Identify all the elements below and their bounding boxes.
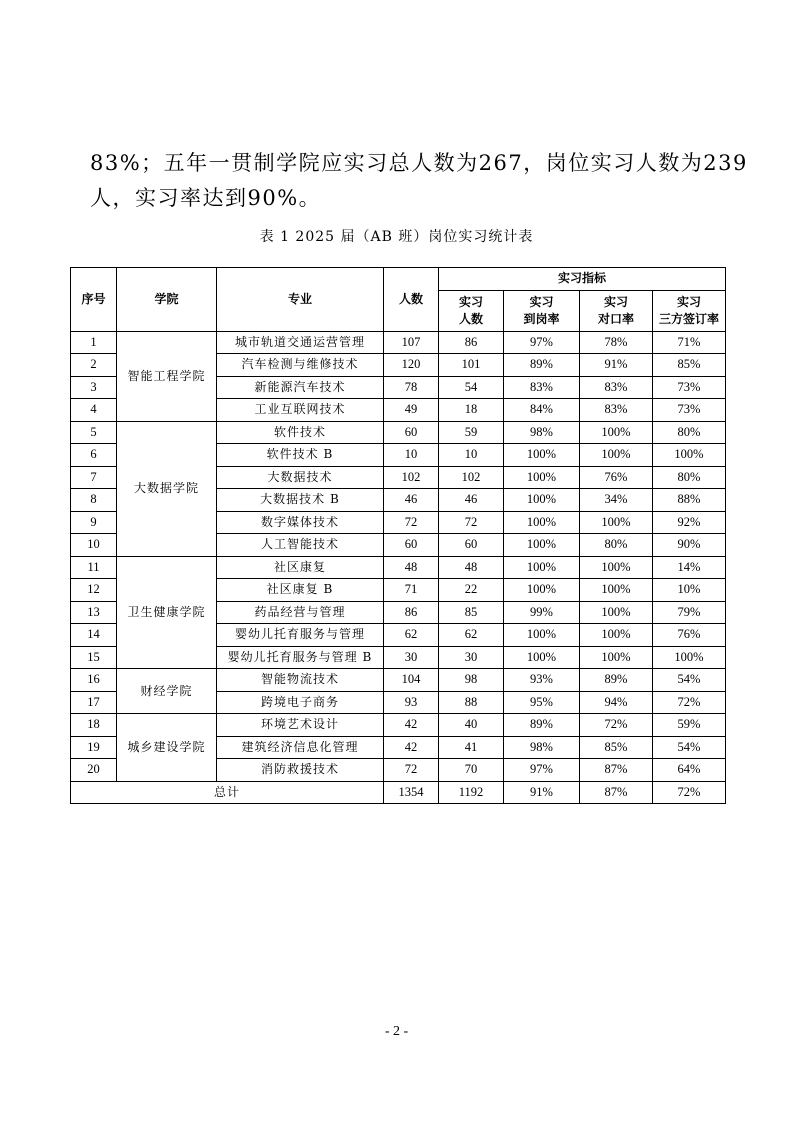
cell-major: 大数据技术 B — [217, 489, 384, 512]
cell-major: 社区康复 B — [217, 579, 384, 602]
cell-agreement-rate: 79% — [653, 601, 726, 624]
cell-major: 环境艺术设计 — [217, 714, 384, 737]
cell-arrival-rate: 99% — [504, 601, 580, 624]
cell-interns: 22 — [439, 579, 504, 602]
cell-match-rate: 100% — [580, 511, 653, 534]
cell-arrival-rate: 100% — [504, 579, 580, 602]
cell-major: 城市轨道交通运营管理 — [217, 331, 384, 354]
cell-agreement-rate: 100% — [653, 444, 726, 467]
cell-major: 数字媒体技术 — [217, 511, 384, 534]
cell-match-rate: 80% — [580, 534, 653, 557]
cell-count: 30 — [384, 646, 439, 669]
total-count: 1354 — [384, 781, 439, 804]
cell-match-rate: 85% — [580, 736, 653, 759]
cell-index: 9 — [71, 511, 117, 534]
cell-count: 102 — [384, 466, 439, 489]
total-arrival-rate: 91% — [504, 781, 580, 804]
cell-agreement-rate: 92% — [653, 511, 726, 534]
cell-interns: 101 — [439, 354, 504, 377]
table-body — [71, 331, 726, 804]
cell-arrival-rate: 89% — [504, 714, 580, 737]
cell-arrival-rate: 100% — [504, 511, 580, 534]
cell-agreement-rate: 54% — [653, 736, 726, 759]
cell-interns: 102 — [439, 466, 504, 489]
cell-major: 新能源汽车技术 — [217, 376, 384, 399]
paragraph-line-1: 83%；五年一贯制学院应实习总人数为267，岗位实习人数为239 — [90, 151, 748, 175]
cell-count: 120 — [384, 354, 439, 377]
cell-college: 财经学院 — [117, 669, 217, 714]
cell-count: 78 — [384, 376, 439, 399]
cell-major: 婴幼儿托育服务与管理 B — [217, 646, 384, 669]
total-label: 总计 — [71, 781, 384, 804]
total-match-rate: 87% — [580, 781, 653, 804]
cell-match-rate: 78% — [580, 331, 653, 354]
cell-index: 5 — [71, 421, 117, 444]
cell-count: 107 — [384, 331, 439, 354]
total-interns: 1192 — [439, 781, 504, 804]
cell-agreement-rate: 100% — [653, 646, 726, 669]
table-caption: 表 1 2025 届（AB 班）岗位实习统计表 — [259, 229, 534, 245]
header-match-rate: 实习 对口率 — [580, 290, 653, 331]
cell-match-rate: 100% — [580, 421, 653, 444]
cell-interns: 48 — [439, 556, 504, 579]
cell-match-rate: 100% — [580, 556, 653, 579]
cell-arrival-rate: 98% — [504, 421, 580, 444]
cell-major: 婴幼儿托育服务与管理 — [217, 624, 384, 647]
cell-college: 城乡建设学院 — [117, 714, 217, 782]
cell-agreement-rate: 71% — [653, 331, 726, 354]
cell-count: 48 — [384, 556, 439, 579]
cell-count: 104 — [384, 669, 439, 692]
cell-count: 49 — [384, 399, 439, 422]
header-arrival-rate: 实习 到岗率 — [504, 290, 580, 331]
header-index: 序号 — [71, 268, 117, 332]
cell-arrival-rate: 100% — [504, 466, 580, 489]
cell-interns: 88 — [439, 691, 504, 714]
cell-interns: 40 — [439, 714, 504, 737]
cell-index: 6 — [71, 444, 117, 467]
cell-count: 93 — [384, 691, 439, 714]
cell-interns: 70 — [439, 759, 504, 782]
cell-match-rate: 100% — [580, 444, 653, 467]
total-agreement-rate: 72% — [653, 781, 726, 804]
cell-arrival-rate: 89% — [504, 354, 580, 377]
cell-match-rate: 76% — [580, 466, 653, 489]
table-row — [71, 556, 726, 579]
cell-match-rate: 94% — [580, 691, 653, 714]
cell-index: 16 — [71, 669, 117, 692]
cell-count: 72 — [384, 759, 439, 782]
cell-index: 7 — [71, 466, 117, 489]
cell-agreement-rate: 90% — [653, 534, 726, 557]
cell-index: 13 — [71, 601, 117, 624]
cell-agreement-rate: 64% — [653, 759, 726, 782]
cell-agreement-rate: 73% — [653, 399, 726, 422]
cell-college: 卫生健康学院 — [117, 556, 217, 669]
cell-arrival-rate: 97% — [504, 759, 580, 782]
cell-arrival-rate: 100% — [504, 624, 580, 647]
cell-count: 71 — [384, 579, 439, 602]
cell-interns: 10 — [439, 444, 504, 467]
cell-count: 62 — [384, 624, 439, 647]
cell-major: 消防救援技术 — [217, 759, 384, 782]
cell-count: 10 — [384, 444, 439, 467]
cell-index: 3 — [71, 376, 117, 399]
internship-stats-table — [70, 267, 726, 804]
cell-index: 15 — [71, 646, 117, 669]
cell-major: 跨境电子商务 — [217, 691, 384, 714]
cell-major: 建筑经济信息化管理 — [217, 736, 384, 759]
cell-major: 软件技术 B — [217, 444, 384, 467]
cell-index: 12 — [71, 579, 117, 602]
table-row — [71, 669, 726, 692]
cell-match-rate: 34% — [580, 489, 653, 512]
cell-index: 1 — [71, 331, 117, 354]
cell-agreement-rate: 88% — [653, 489, 726, 512]
cell-interns: 85 — [439, 601, 504, 624]
cell-index: 17 — [71, 691, 117, 714]
cell-major: 软件技术 — [217, 421, 384, 444]
cell-match-rate: 100% — [580, 601, 653, 624]
cell-interns: 72 — [439, 511, 504, 534]
cell-match-rate: 91% — [580, 354, 653, 377]
cell-index: 20 — [71, 759, 117, 782]
cell-major: 社区康复 — [217, 556, 384, 579]
cell-match-rate: 100% — [580, 646, 653, 669]
cell-agreement-rate: 72% — [653, 691, 726, 714]
page-number: - 2 - — [384, 1024, 409, 1039]
header-major: 专业 — [217, 268, 384, 332]
cell-arrival-rate: 84% — [504, 399, 580, 422]
cell-index: 10 — [71, 534, 117, 557]
cell-interns: 46 — [439, 489, 504, 512]
cell-agreement-rate: 76% — [653, 624, 726, 647]
cell-arrival-rate: 97% — [504, 331, 580, 354]
table-row — [71, 331, 726, 354]
cell-match-rate: 100% — [580, 579, 653, 602]
cell-count: 60 — [384, 421, 439, 444]
cell-agreement-rate: 73% — [653, 376, 726, 399]
body-paragraph — [90, 146, 748, 216]
cell-count: 42 — [384, 714, 439, 737]
header-agreement-rate: 实习 三方签订率 — [653, 290, 726, 331]
cell-agreement-rate: 80% — [653, 466, 726, 489]
cell-count: 86 — [384, 601, 439, 624]
header-indicator-group: 实习指标 — [439, 268, 726, 291]
cell-index: 2 — [71, 354, 117, 377]
cell-arrival-rate: 83% — [504, 376, 580, 399]
cell-major: 人工智能技术 — [217, 534, 384, 557]
cell-interns: 18 — [439, 399, 504, 422]
cell-index: 11 — [71, 556, 117, 579]
cell-match-rate: 100% — [580, 624, 653, 647]
cell-arrival-rate: 100% — [504, 646, 580, 669]
cell-interns: 86 — [439, 331, 504, 354]
cell-match-rate: 87% — [580, 759, 653, 782]
cell-match-rate: 72% — [580, 714, 653, 737]
cell-count: 72 — [384, 511, 439, 534]
cell-interns: 62 — [439, 624, 504, 647]
cell-interns: 41 — [439, 736, 504, 759]
cell-arrival-rate: 100% — [504, 534, 580, 557]
cell-interns: 98 — [439, 669, 504, 692]
cell-count: 42 — [384, 736, 439, 759]
header-count: 人数 — [384, 268, 439, 332]
cell-index: 4 — [71, 399, 117, 422]
header-intern-count: 实习 人数 — [439, 290, 504, 331]
table-row — [71, 714, 726, 737]
cell-arrival-rate: 93% — [504, 669, 580, 692]
cell-count: 46 — [384, 489, 439, 512]
cell-arrival-rate: 100% — [504, 489, 580, 512]
cell-count: 60 — [384, 534, 439, 557]
table-row — [71, 421, 726, 444]
cell-index: 18 — [71, 714, 117, 737]
cell-agreement-rate: 14% — [653, 556, 726, 579]
cell-college: 大数据学院 — [117, 421, 217, 556]
cell-interns: 54 — [439, 376, 504, 399]
cell-interns: 30 — [439, 646, 504, 669]
cell-agreement-rate: 85% — [653, 354, 726, 377]
cell-interns: 59 — [439, 421, 504, 444]
cell-major: 工业互联网技术 — [217, 399, 384, 422]
cell-agreement-rate: 10% — [653, 579, 726, 602]
cell-index: 8 — [71, 489, 117, 512]
total-row — [71, 781, 726, 804]
cell-agreement-rate: 59% — [653, 714, 726, 737]
cell-arrival-rate: 98% — [504, 736, 580, 759]
cell-agreement-rate: 80% — [653, 421, 726, 444]
header-college: 学院 — [117, 268, 217, 332]
cell-arrival-rate: 100% — [504, 444, 580, 467]
cell-match-rate: 83% — [580, 376, 653, 399]
cell-agreement-rate: 54% — [653, 669, 726, 692]
cell-index: 14 — [71, 624, 117, 647]
cell-major: 药品经营与管理 — [217, 601, 384, 624]
cell-index: 19 — [71, 736, 117, 759]
paragraph-line-2: 人，实习率达到90%。 — [90, 186, 322, 210]
cell-interns: 60 — [439, 534, 504, 557]
cell-arrival-rate: 100% — [504, 556, 580, 579]
cell-major: 汽车检测与维修技术 — [217, 354, 384, 377]
cell-college: 智能工程学院 — [117, 331, 217, 421]
cell-arrival-rate: 95% — [504, 691, 580, 714]
cell-major: 大数据技术 — [217, 466, 384, 489]
cell-match-rate: 83% — [580, 399, 653, 422]
cell-match-rate: 89% — [580, 669, 653, 692]
cell-major: 智能物流技术 — [217, 669, 384, 692]
